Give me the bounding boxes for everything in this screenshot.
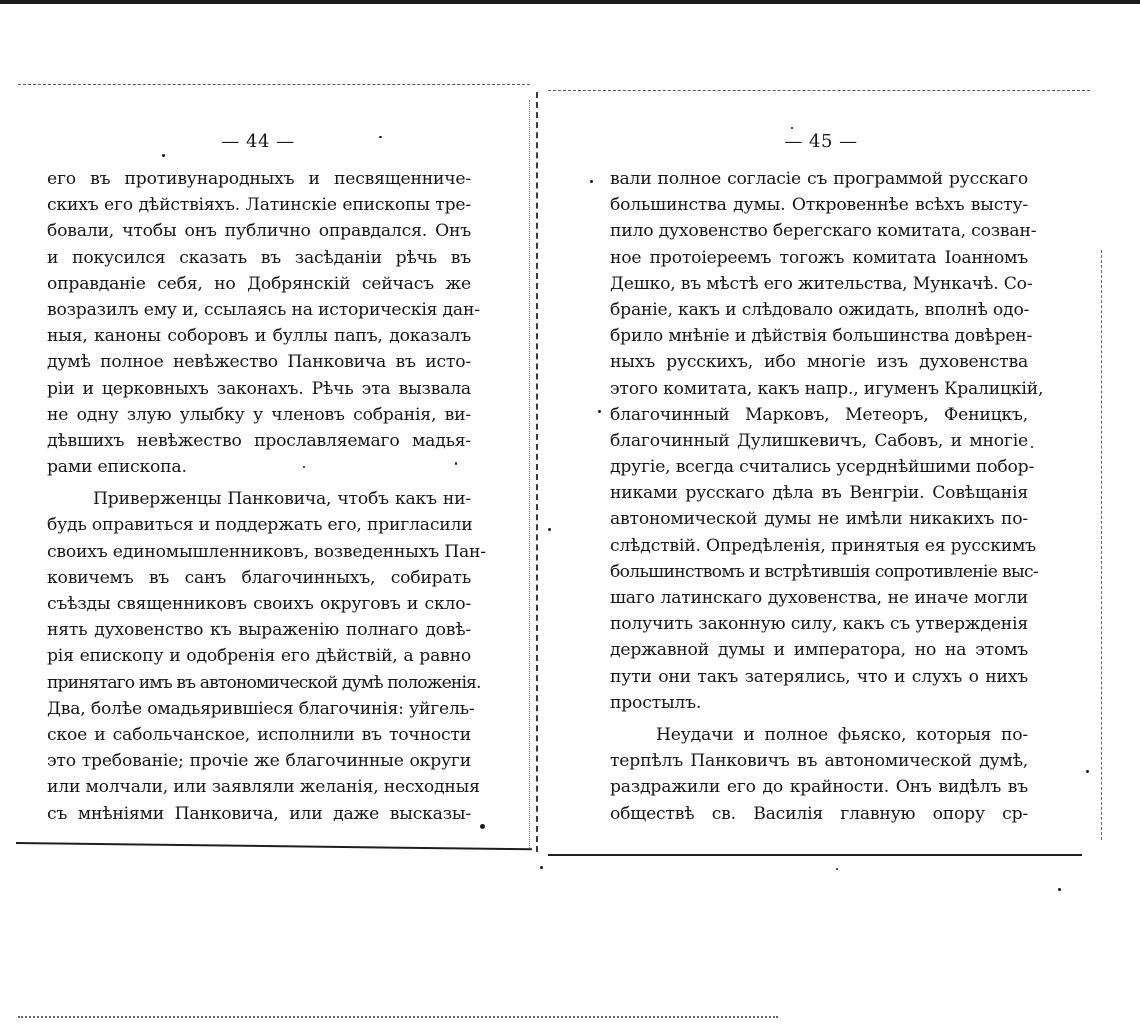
text-line: терпѣлъ Панковичъ въ автономической думѣ, bbox=[610, 751, 1028, 772]
text-line: браніе, какъ и слѣдовало ожидать, вполнѣ одо- bbox=[610, 299, 1030, 320]
bottom-page-edge-left bbox=[16, 842, 532, 850]
bottom-page-edge-right bbox=[548, 854, 1082, 856]
book-gutter-shadow bbox=[529, 100, 530, 850]
text-line: получить законную силу, какъ съ утвержденія bbox=[610, 614, 1028, 635]
text-line: благочинный Дулишкевичъ, Сабовъ, и многіе bbox=[610, 430, 1028, 451]
text-line: благочинный Марковъ, Метеоръ, Феницкъ, bbox=[610, 404, 1028, 425]
text-line: большинствомъ и встрѣтившія сопротивленіе выс- bbox=[610, 561, 1038, 582]
scan-speck bbox=[1058, 888, 1061, 891]
text-line: не одну злую улыбку у членовъ собранія, ви- bbox=[47, 404, 471, 425]
right-page-text bbox=[610, 166, 1044, 827]
text-line: скихъ его дѣйствіяхъ. Латинскіе епископы тре- bbox=[47, 195, 471, 216]
text-line: никами русскаго дѣла въ Венгріи. Совѣщанія bbox=[610, 483, 1028, 504]
text-line: своихъ единомышленниковъ, возведенныхъ Пан- bbox=[47, 541, 486, 562]
text-line: нять духовенство къ выраженію полнаго довѣ- bbox=[47, 620, 471, 641]
page-edge-right bbox=[1101, 250, 1102, 840]
scan-speck bbox=[791, 127, 793, 129]
text-line: дѣвшихъ невѣжество прославляемаго мадья- bbox=[47, 430, 471, 451]
text-line: ріи и церковныхъ законахъ. Рѣчь эта вызвала bbox=[47, 378, 471, 399]
scan-speck bbox=[480, 824, 485, 829]
scan-speck bbox=[1086, 770, 1089, 773]
scan-speck bbox=[836, 868, 838, 870]
text-line: пути они такъ затерялись, что и слухъ о нихъ bbox=[610, 666, 1028, 687]
text-line: вали полное согласіе съ программой русскаго bbox=[610, 169, 1028, 189]
text-line: ное протоіереемъ тогожъ комитата Іоанномъ bbox=[610, 247, 1028, 268]
top-scan-rule-left bbox=[18, 84, 530, 85]
text-line: слѣдствій. Опредѣленія, принятыя ея русскимъ bbox=[610, 535, 1036, 556]
text-line: принятаго имъ въ автономической думѣ положенія. bbox=[47, 672, 481, 693]
scan-speck bbox=[1031, 446, 1033, 448]
text-line: другіе, всегда считались усерднѣйшими побор- bbox=[610, 457, 1035, 478]
text-line: большинства думы. Откровеннѣе всѣхъ высту- bbox=[610, 195, 1028, 216]
text-line: рія епископу и одобренія его дѣйствій, а равно bbox=[47, 646, 471, 667]
text-line: ковичемъ въ санъ благочинныхъ, собирать bbox=[47, 567, 471, 588]
text-line: автономической думы не имѣли никакихъ по- bbox=[610, 509, 1028, 530]
scan-speck bbox=[540, 866, 543, 869]
text-line: ныхъ русскихъ, ибо многіе изъ духовенства bbox=[610, 352, 1028, 373]
right-page bbox=[610, 131, 1044, 827]
text-line: шаго латинскаго духовенства, не иначе могли bbox=[610, 588, 1028, 608]
scan-speck bbox=[548, 528, 551, 531]
text-line: оправданіе себя, но Добрянскій сейчасъ же bbox=[47, 273, 471, 294]
text-line: обществѣ св. Василія главную опору ср- bbox=[610, 803, 1028, 824]
text-line: простылъ. bbox=[610, 692, 702, 713]
page-number-right: — 45 — bbox=[784, 131, 858, 152]
paragraph bbox=[47, 166, 480, 480]
text-line: рами епископа. bbox=[47, 457, 187, 478]
text-line: бовали, чтобы онъ публично оправдался. Онъ bbox=[47, 221, 471, 242]
text-line: съѣзды священниковъ своихъ округовъ и скло- bbox=[47, 594, 471, 614]
paragraph bbox=[610, 722, 1028, 827]
text-line: возразилъ ему и, ссылаясь на историческія дан- bbox=[47, 299, 480, 320]
text-line: и покусился сказать въ засѣданіи рѣчь въ bbox=[47, 247, 471, 268]
text-line: брило мнѣніе и дѣйствія большинства довѣрен- bbox=[610, 326, 1033, 347]
text-line: раздражили его до крайности. Онъ видѣлъ въ bbox=[610, 777, 1028, 798]
text-line: ныя, каноны соборовъ и буллы папъ, доказалъ bbox=[47, 326, 471, 347]
page-number-left: — 44 — bbox=[221, 131, 295, 152]
text-line: съ мнѣніями Панковича, или даже высказы- bbox=[47, 803, 471, 824]
text-line: его въ противународныхъ и песвященниче- bbox=[47, 169, 471, 189]
scan-speck bbox=[598, 410, 601, 413]
text-line: будь оправиться и поддержать его, пригласили bbox=[47, 515, 473, 536]
paragraph bbox=[47, 486, 486, 826]
text-line: Два, болѣе омадьярившіеся благочинія: уйгель- bbox=[47, 698, 475, 719]
text-line: думѣ полное невѣжество Панковича въ исто- bbox=[47, 352, 471, 373]
text-line: или молчали, или заявляли желанія, несходныя bbox=[47, 777, 480, 798]
top-scan-rule-right bbox=[548, 90, 1090, 91]
text-line: этого комитата, какъ напр., игуменъ Кралицкій, bbox=[610, 378, 1044, 399]
text-line: ское и сабольчанское, исполнили въ точности bbox=[47, 724, 471, 745]
text-line: пило духовенство берегскаго комитата, созван- bbox=[610, 221, 1037, 242]
text-line: Приверженцы Панковича, чтобъ какъ ни- bbox=[93, 489, 471, 510]
text-line: Неудачи и полное фьяско, которыя по- bbox=[656, 724, 1028, 745]
book-gutter bbox=[536, 92, 538, 852]
text-line: державной думы и императора, но на этомъ bbox=[610, 640, 1028, 661]
scan-bottom-noise bbox=[18, 1016, 778, 1018]
text-line: Дешко, въ мѣстѣ его жительства, Мункачѣ. Со- bbox=[610, 273, 1033, 294]
scan-speck bbox=[590, 180, 593, 183]
text-line: это требованіе; прочіе же благочинные округи bbox=[47, 751, 471, 772]
scan-top-edge bbox=[0, 0, 1140, 4]
paragraph bbox=[610, 166, 1044, 716]
left-page-text bbox=[47, 166, 486, 827]
left-page bbox=[47, 131, 486, 827]
